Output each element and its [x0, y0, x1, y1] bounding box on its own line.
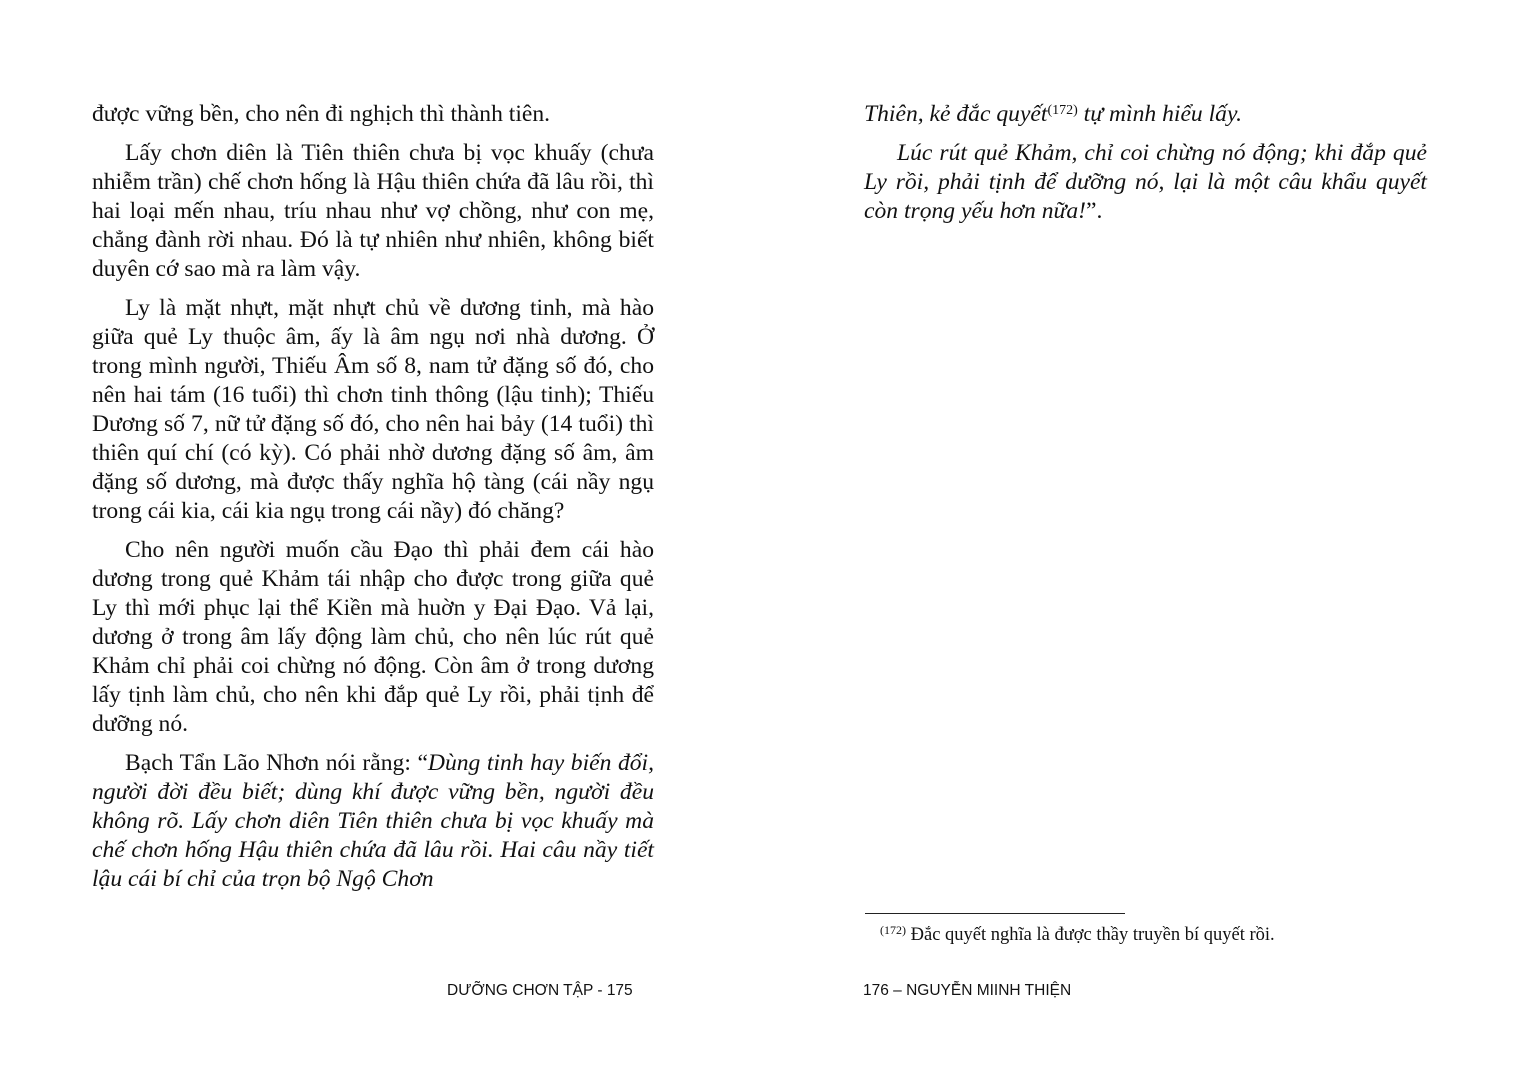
footnote-separator — [865, 913, 1125, 914]
paragraph — [92, 294, 654, 526]
left-page-body — [92, 100, 654, 904]
text-run: Ly là mặt nhựt, mặt nhựt chủ về dương tinh, mà hào giữa quẻ Ly thuộc âm, ấy là âm ngụ nơi nhà dương. Ở trong mình người, Thiếu Âm số 8, nam tử đặng số đó, cho nên hai tám (16 tuổi) thì chơn tinh thông (lậu tinh); Thiếu Dương số 7, nữ tử đặng số đó, cho nên hai bảy (14 tuổi) thì thiên quí chí (có kỳ). Có phải nhờ dương đặng số âm, âm đặng số dương, mà được thấy nghĩa hộ tàng (cái nầy ngụ trong cái kia, cái kia ngụ trong cái nầy) đó chăng? — [92, 295, 654, 524]
footnote — [880, 923, 1440, 947]
text-run: tự mình hiểu lấy. — [1077, 101, 1243, 127]
paragraph — [864, 139, 1427, 226]
footnote-reference: (172) — [1047, 103, 1078, 118]
paragraph — [92, 749, 654, 894]
text-run: Dùng tinh hay biến đổi, người đời đều biết; dùng khí được vững bền, người đều không rõ. Lấy chơn diên Tiên thiên chưa bị vọc khuấy mà chế chơn hống Hậu thiên chứa đã lâu rồi. Hai câu nầy tiết lậu cái bí chỉ của trọn bộ Ngộ Chơn — [92, 750, 654, 892]
paragraph — [864, 100, 1427, 129]
text-run: ”. — [1086, 198, 1103, 224]
text-run: Lúc rút quẻ Khảm, chỉ coi chừng nó động; khi đắp quẻ Ly rồi, phải tịnh để dưỡng nó, lại là một câu khẩu quyết còn trọng yếu hơn nữa! — [864, 140, 1427, 224]
text-run: Bạch Tẩn Lão Nhơn nói rằng: “ — [125, 750, 428, 776]
right-page-body — [864, 100, 1427, 236]
paragraph — [92, 139, 654, 284]
page-footer-folio: DƯỠNG CHƠN TẬP - 175 — [447, 982, 633, 999]
paragraph — [92, 536, 654, 739]
text-run: Cho nên người muốn cầu Đạo thì phải đem cái hào dương trong quẻ Khảm tái nhập cho được trong giữa quẻ Ly thì mới phục lại thể Kiền mà huờn y Đại Đạo. Vả lại, dương ở trong âm lấy động làm chủ, cho nên lúc rút quẻ Khảm chỉ phải coi chừng nó động. Còn âm ở trong dương lấy tịnh làm chủ, cho nên khi đắp quẻ Ly rồi, phải tịnh để dưỡng nó. — [92, 537, 654, 737]
right-page — [760, 0, 1520, 1076]
footnote-text: Đắc quyết nghĩa là được thầy truyền bí quyết rồi. — [906, 925, 1275, 945]
text-run: Lấy chơn diên là Tiên thiên chưa bị vọc khuấy (chưa nhiễm trần) chế chơn hống là Hậu thiên chứa đã lâu rồi, thì hai loại mến nhau, tríu nhau như vợ chồng, như con mẹ, chẳng đành rời nhau. Đó là tự nhiên như nhiên, không biết duyên cớ sao mà ra làm vậy. — [92, 140, 654, 282]
footnote-marker: (172) — [880, 923, 906, 937]
page-footer-folio: 176 – NGUYỄN MIINH THIỆN — [863, 982, 1072, 999]
text-run: Thiên, kẻ đắc quyết — [864, 101, 1048, 127]
text-run: được vững bền, cho nên đi nghịch thì thành tiên. — [92, 101, 551, 127]
paragraph — [92, 100, 654, 129]
